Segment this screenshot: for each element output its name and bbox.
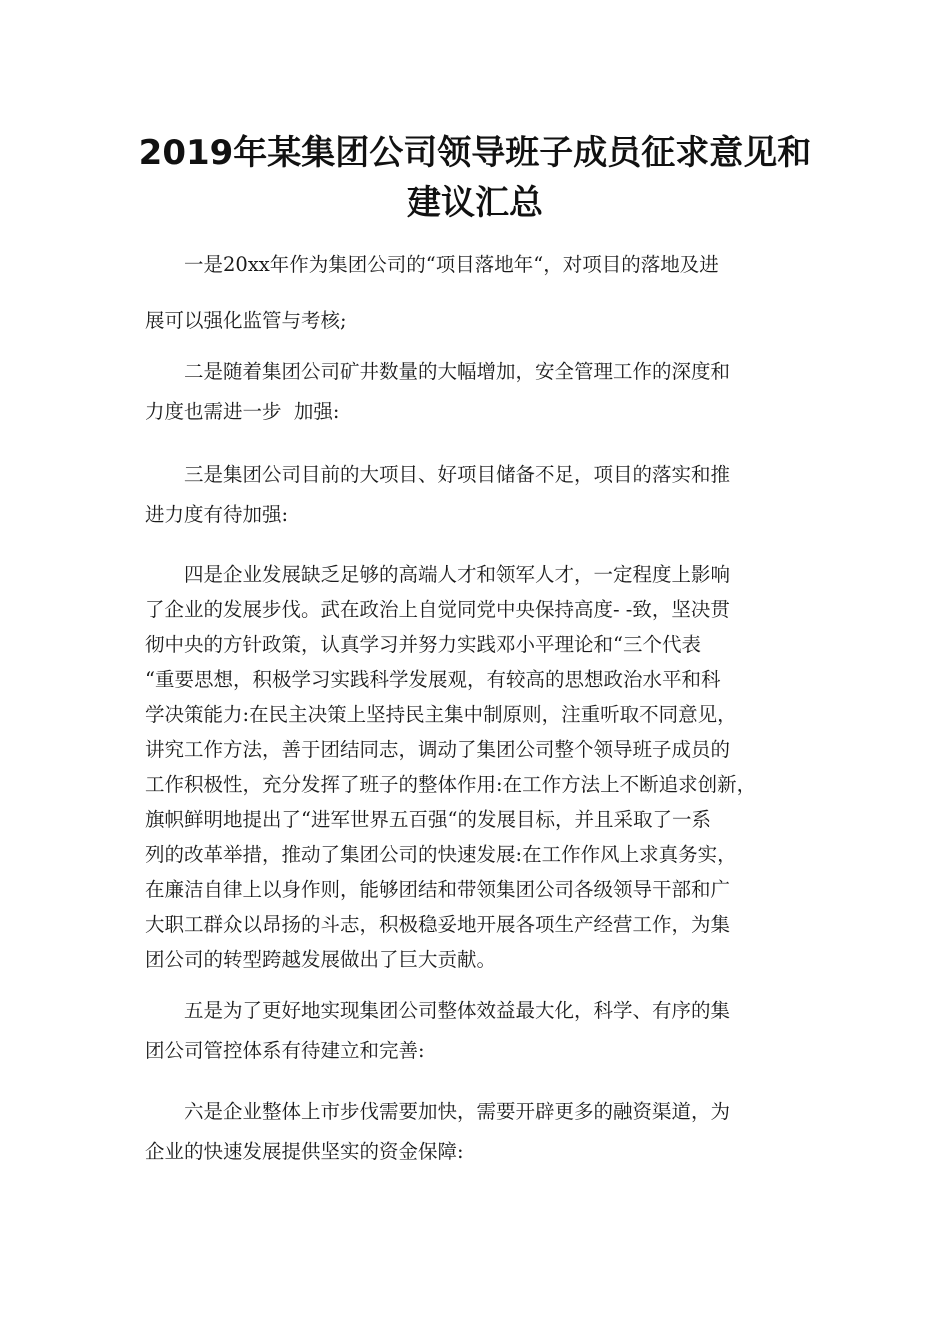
paragraph-4	[145, 557, 810, 977]
paragraph-line: 彻中央的方针政策，认真学习并努力实践邓小平理论和“三个代表	[145, 633, 701, 656]
paragraph-line: 团公司的转型跨越发展做出了巨大贡献。	[145, 948, 497, 971]
paragraph-line: 展可以强化监管与考核;	[145, 309, 347, 332]
document-title-line-2: 建议汇总	[407, 183, 543, 223]
paragraph-line: 进力度有待加强:	[145, 503, 289, 526]
paragraph-1	[145, 237, 810, 349]
paragraph-line: 讲究工作方法，善于团结同志，调动了集团公司整个领导班子成员的	[145, 738, 731, 761]
paragraph-line: 列的改革举措，推动了集团公司的快速发展:在工作作风上求真务实，	[145, 843, 737, 866]
paragraph-line: 大职工群众以昂扬的斗志，积极稳妥地开展各项生产经营工作，为集	[145, 913, 731, 936]
paragraph-line: 学决策能力:在民主决策上坚持民主集中制原则，注重听取不同意见，	[145, 703, 737, 726]
paragraph-6	[145, 1092, 810, 1172]
paragraph-line: 工作积极性，充分发挥了班子的整体作用:在工作方法上不断追求创新，	[145, 773, 757, 796]
paragraph-line: 六是企业整体上市步伐需要加快，需要开辟更多的融资渠道，为	[184, 1100, 731, 1123]
paragraph-line: 团公司管控体系有待建立和完善:	[145, 1039, 425, 1062]
paragraph-2	[145, 352, 810, 432]
paragraph-line: 二是随着集团公司矿井数量的大幅增加，安全管理工作的深度和	[184, 360, 731, 383]
paragraph-line: 一是20xx年作为集团公司的“项目落地年“，对项目的落地及进	[184, 253, 719, 276]
paragraph-line: 了企业的发展步伐。武在政治上自觉同党中央保持高度- -致，坚决贯	[145, 598, 730, 621]
document-title-line-1: 2019年某集团公司领导班子成员征求意见和	[138, 133, 812, 173]
paragraph-line: 企业的快速发展提供坚实的资金保障:	[145, 1140, 464, 1163]
paragraph-3	[145, 455, 810, 535]
paragraph-line: 在廉洁自律上以身作则，能够团结和带领集团公司各级领导干部和广	[145, 878, 731, 901]
paragraph-5	[145, 991, 810, 1071]
paragraph-line: 五是为了更好地实现集团公司整体效益最大化，科学、有序的集	[184, 999, 731, 1022]
paragraph-line: 四是企业发展缺乏足够的高端人才和领军人才，一定程度上影响	[184, 563, 731, 586]
paragraph-line: 旗帜鲜明地提出了“进军世界五百强“的发展目标，并且采取了一系	[145, 808, 711, 831]
paragraph-line: “重要思想，积极学习实践科学发展观，有较高的思想政治水平和科	[145, 668, 721, 691]
paragraph-line: 三是集团公司目前的大项目、好项目储备不足，项目的落实和推	[184, 463, 731, 486]
paragraph-line: 力度也需进一步 加强:	[145, 400, 340, 423]
